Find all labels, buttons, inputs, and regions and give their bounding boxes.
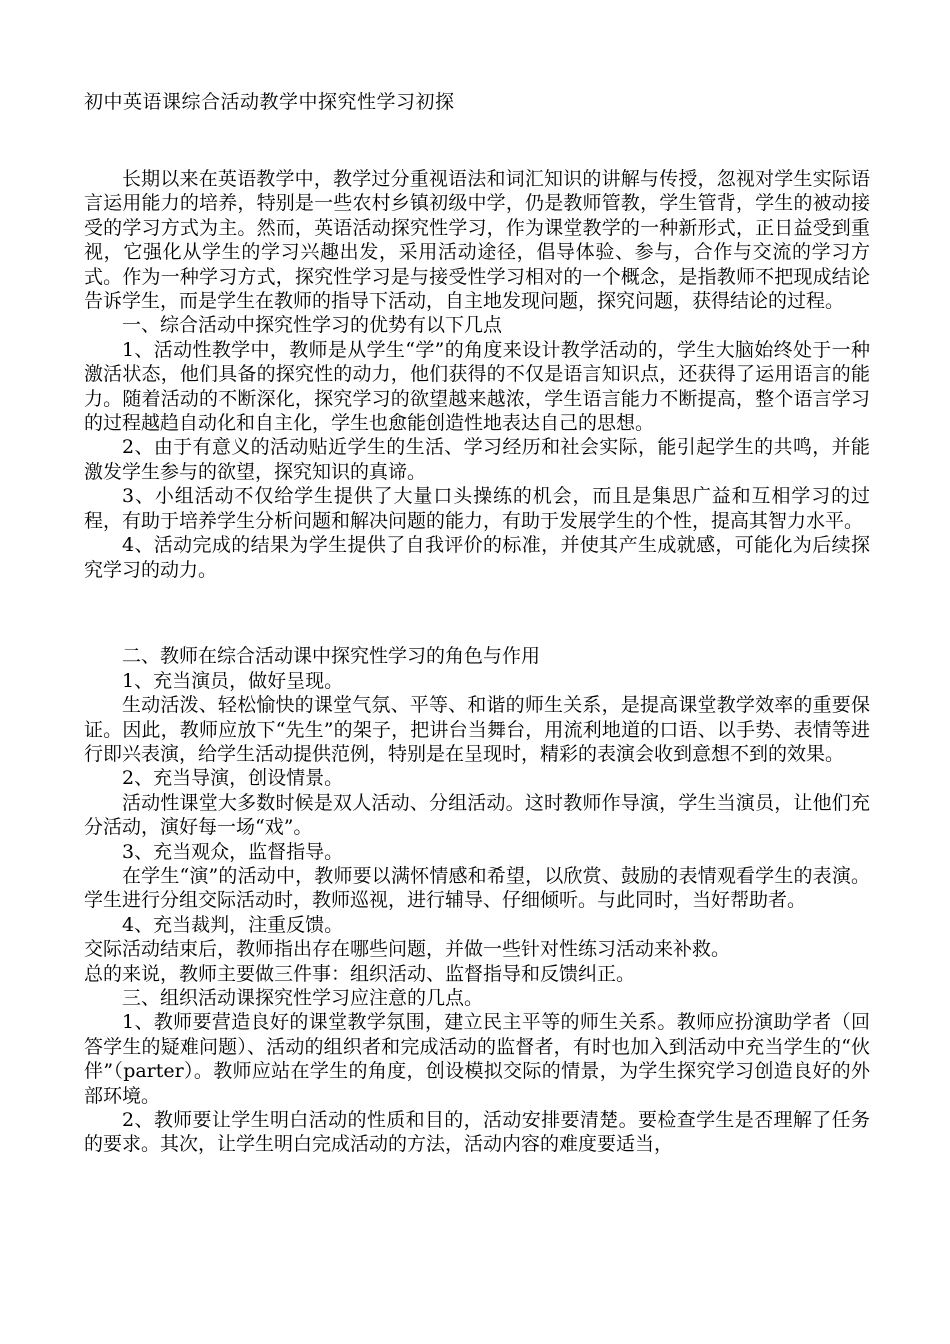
paragraph: 在学生“演”的活动中，教师要以满怀情感和希望，以欣赏、鼓励的表情观看学生的表演。学生进行分组交际活动时，教师巡视，进行辅导、仔细倾听。与此同时，当好帮助者。 (84, 864, 870, 912)
paragraph: 1、活动性教学中，教师是从学生“学”的角度来设计教学活动的，学生大脑始终处于一种激活状态，他们具备的探究性的动力，他们获得的不仅是语言知识点，还获得了运用语言的能力。随着活动的不断深化，探究学习的欲望越来越浓，学生语言能力不断提高，整个语言学习的过程越趋自动化和自主化，学生也愈能创造性地表达自己的思想。 (84, 338, 870, 435)
paragraph: 2、由于有意义的活动贴近学生的生活、学习经历和社会实际，能引起学生的共鸣，并能激发学生参与的欲望，探究知识的真谛。 (84, 436, 870, 483)
paragraph: 二、教师在综合活动课中探究性学习的角色与作用 (122, 645, 541, 668)
blank-line (84, 601, 870, 625)
paragraph: 一、综合活动中探究性学习的优势有以下几点 (122, 314, 503, 337)
paragraph: 4、充当裁判，注重反馈。 (122, 913, 344, 936)
document-body (84, 167, 870, 1157)
paragraph: 3、充当观众，监督指导。 (122, 840, 344, 863)
paragraph: 4、活动完成的结果为学生提供了自我评价的标准，并使其产生成就感，可能化为后续探究学习的动力。 (84, 534, 870, 581)
paragraph: 生动活泼、轻松愉快的课堂气氛、平等、和谐的师生关系，是提高课堂教学效率的重要保证。因此，教师应放下“先生”的架子，把讲台当舞台，用流利地道的口语、以手势、表情等进行即兴表演，给学生活动提供范例，特别是在呈现时，精彩的表演会收到意想不到的效果。 (84, 694, 870, 765)
paragraph: 2、充当导演，创设情景。 (122, 767, 344, 790)
paragraph: 活动性课堂大多数时候是双人活动、分组活动。这时教师作导演，学生当演员，让他们充分活动，演好每一场“戏”。 (84, 791, 870, 839)
paragraph: 3、小组活动不仅给学生提供了大量口头操练的机会，而且是集思广益和互相学习的过程，有助于培养学生分析问题和解决问题的能力，有助于发展学生的个性，提高其智力水平。 (84, 485, 870, 532)
paragraph: 总的来说，教师主要做三件事：组织活动、监督指导和反馈纠正。 (84, 962, 636, 985)
paragraph: 1、教师要营造良好的课堂教学氛围，建立民主平等的师生关系。教师应扮演助学者（回答学生的疑难问题）、活动的组织者和完成活动的监督者，有时也加入到活动中充当学生的“伙伴”（parter）。教师应站在学生的角度，创设模拟交际的情景，为学生探究学习创造良好的外部环境。 (84, 1011, 870, 1107)
paragraph: 长期以来在英语教学中，教学过分重视语法和词汇知识的讲解与传授，忽视对学生实际语言运用能力的培养，特别是一些农村乡镇初级中学，仍是教师管教，学生管背，学生的被动接受的学习方式为主。然而，英语活动探究性学习，作为课堂教学的一种新形式，正日益受到重视，它强化从学生的学习兴趣出发，采用活动途径，倡导体验、参与，合作与交流的学习方式。作为一种学习方式，探究性学习是与接受性学习相对的一个概念，是指教师不把现成结论告诉学生，而是学生在教师的指导下活动，自主地发现问题，探究问题，获得结论的过程。 (84, 168, 870, 313)
paragraph: 2、教师要让学生明白活动的性质和目的，活动安排要清楚。要检查学生是否理解了任务的要求。其次，让学生明白完成活动的方法，活动内容的难度要适当， (84, 1109, 870, 1156)
paragraph: 1、充当演员，做好呈现。 (122, 669, 344, 692)
paragraph: 三、组织活动课探究性学习应注意的几点。 (122, 986, 484, 1009)
document-title: 初中英语课综合活动教学中探究性学习初探 (84, 91, 455, 113)
paragraph: 交际活动结束后，教师指出存在哪些问题，并做一些针对性练习活动来补救。 (84, 938, 731, 961)
